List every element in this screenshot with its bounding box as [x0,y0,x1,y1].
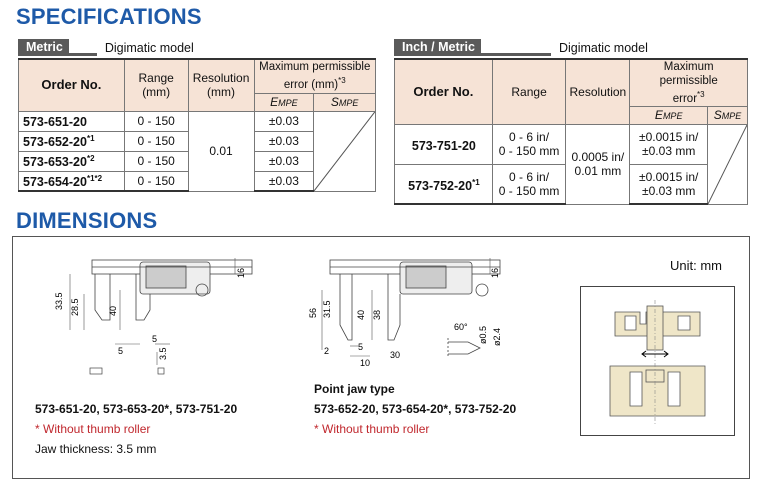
table-row: $573-654-20^{*1*2}$ 0 - 150 ±0.03 [19,171,376,191]
header-smpe: SMPE [708,106,748,124]
table-row: 573-752-20$^{*1}$ 0 - 6 in/ 0 - 150 mm ±0.0015 in/ ±0.03 mm [395,164,748,204]
table-row: 573-751-20 0 - 6 in/ 0 - 150 mm 0.0005 in/ 0.01 mm ±0.0015 in/ ±0.03 mm [395,124,748,164]
dim-5: 5 [358,342,364,352]
smpe-diagonal [708,124,748,204]
jaw-thickness: Jaw thickness: 3.5 mm [35,442,157,456]
table-row: 573-653-20$^{*2}$ 0 - 150 ±0.03 [19,151,376,171]
point-model-list: 573-652-20, 573-654-20*, 573-752-20 [314,402,517,416]
dim-5b: 5 [152,334,158,344]
dim-56: 56 [308,307,318,318]
header-range: Range [492,59,566,124]
dim-40: 40 [356,309,366,320]
smpe-diagonal [314,111,376,191]
left-footnote: * Without thumb roller [35,422,151,436]
inch-spec-table [394,58,748,205]
header-empe: EMPE [254,93,314,111]
dim-30: 30 [390,350,401,360]
header-range: Range (mm) [124,59,188,111]
dim-33-5: 33.5 [54,292,64,310]
tag-underline [481,50,551,56]
header-smpe: SMPE [314,93,376,111]
dim-5a: 5 [118,346,124,356]
dim-2-4: ø2.4 [492,327,502,346]
tag-underline [69,50,97,56]
dim-2: 2 [324,346,330,356]
specifications-heading: SPECIFICATIONS [16,4,202,29]
header-mpe: Maximum permissible error (mm)$^{*3}$ [254,59,375,93]
dim-31-5: 31.5 [322,300,332,318]
unit-label: Unit: mm [670,258,722,273]
metric-tag-row [18,38,194,56]
metric-tag: Metric [18,39,69,56]
inch-tag: Inch / Metric [394,39,481,56]
metric-spec-table [18,58,376,192]
dim-10: 10 [360,358,371,368]
dim-38: 38 [372,309,382,320]
table-row: 573-651-20 0 - 150 0.01 ±0.03 [19,111,376,131]
dim-0-5: ø0.5 [478,325,488,344]
dim-3-5: 3.5 [158,347,168,360]
table-row: 573-652-20$^{*1}$ 0 - 150 ±0.03 [19,131,376,151]
dim-16: 16 [490,267,500,278]
inch-tag-row [394,38,648,56]
measurement-diagram [580,286,735,436]
header-empe: EMPE [630,106,708,124]
inch-model-label: Digimatic model [558,41,648,55]
metric-model-label: Digimatic model [104,41,194,55]
left-model-list: 573-651-20, 573-653-20*, 573-751-20 [35,402,238,416]
point-footnote: * Without thumb roller [314,422,430,436]
dim-28-5: 28.5 [70,298,80,316]
point-jaw-drawing [300,250,515,370]
header-mpe: Maximum permissible error$^{*3}$ [630,59,748,106]
header-order-no: Order No. [19,59,125,111]
dim-40: 40 [108,305,118,316]
header-resolution: Resolution (mm) [188,59,254,111]
point-jaw-title: Point jaw type [314,382,395,396]
dim-16: 16 [236,267,246,278]
resolution-value: 0.01 [188,111,254,191]
resolution-value: 0.0005 in/ 0.01 mm [566,124,630,204]
dimensions-heading: DIMENSIONS [16,208,158,233]
header-order-no: Order No. [395,59,493,124]
standard-jaw-drawing [40,250,260,390]
header-resolution: Resolution [566,59,630,124]
dim-60deg: 60° [454,322,468,332]
